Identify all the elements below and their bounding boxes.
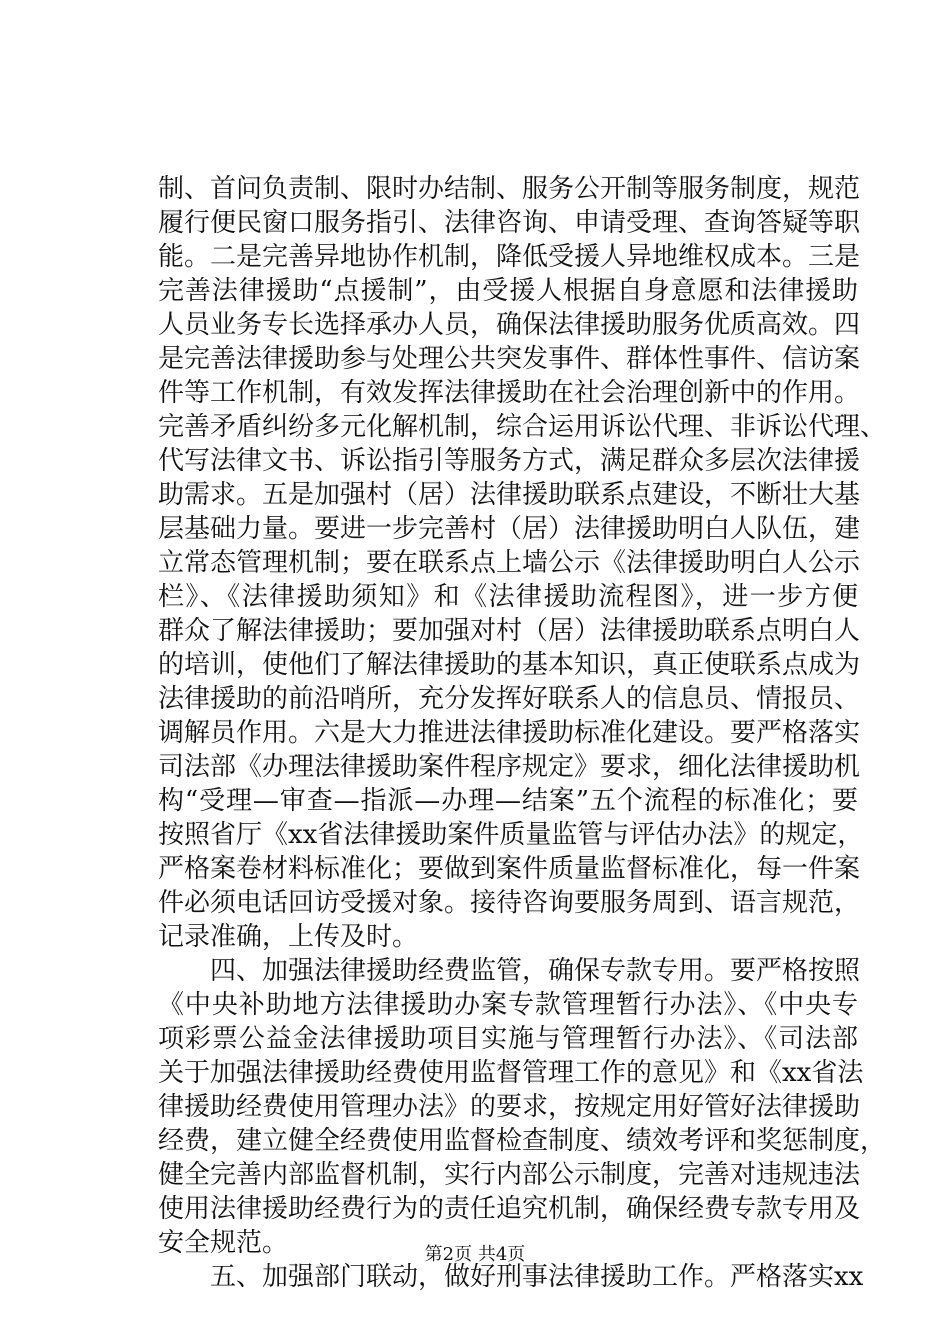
text-line: 按照省厅《xx省法律援助案件质量监管与评估办法》的规定，	[158, 820, 864, 850]
text-line: 五、加强部门联动，做好刑事法律援助工作。严格落实xx	[158, 1262, 864, 1292]
text-line: 群众了解法律援助；要加强对村（居）法律援助联系点明白人	[158, 616, 861, 646]
text-line: 四、加强法律援助经费监管，确保专款专用。要严格按照	[158, 956, 861, 986]
text-line: 制、首问负责制、限时办结制、服务公开制等服务制度，规范	[158, 174, 861, 204]
text-line: 履行便民窗口服务指引、法律咨询、申请受理、查询答疑等职	[158, 208, 861, 238]
text-line: 严格案卷材料标准化；要做到案件质量监督标准化，每一件案	[158, 854, 861, 884]
body-text	[158, 172, 887, 1294]
text-line: 《中央补助地方法律援助办案专款管理暂行办法》、《中央专	[158, 990, 858, 1020]
text-line: 是完善法律援助参与处理公共突发事件、群体性事件、信访案	[158, 344, 861, 374]
text-line: 人员业务专长选择承办人员，确保法律援助服务优质高效。四	[158, 310, 861, 340]
text-line: 件等工作机制，有效发挥法律援助在社会治理创新中的作用。	[158, 378, 861, 408]
text-line: 助需求。五是加强村（居）法律援助联系点建设，不断壮大基	[158, 480, 861, 510]
text-line: 的培训，使他们了解法律援助的基本知识，真正使联系点成为	[158, 650, 861, 680]
text-line: 构“受理—审查—指派—办理—结案”五个流程的标准化；要	[158, 786, 858, 816]
text-line: 项彩票公益金法律援助项目实施与管理暂行办法》、《司法部	[158, 1024, 858, 1054]
text-line: 立常态管理机制；要在联系点上墙公示《法律援助明白人公示	[158, 548, 861, 578]
text-line: 件必须电话回访受援对象。接待咨询要服务周到、语言规范，	[158, 888, 861, 918]
text-line: 完善矛盾纠纷多元化解机制，综合运用诉讼代理、非诉讼代理、	[158, 412, 887, 442]
text-line: 层基础力量。要进一步完善村（居）法律援助明白人队伍，建	[158, 514, 861, 544]
page-footer: 第2页 共4页	[424, 1244, 526, 1265]
text-line: 代写法律文书、诉讼指引等服务方式，满足群众多层次法律援	[158, 446, 861, 476]
text-line: 法律援助的前沿哨所，充分发挥好联系人的信息员、情报员、	[158, 684, 861, 714]
text-line: 关于加强法律援助经费使用监督管理工作的意见》和《xx省法	[158, 1058, 864, 1088]
text-line: 司法部《办理法律援助案件程序规定》要求，细化法律援助机	[158, 752, 861, 782]
text-line: 调解员作用。六是大力推进法律援助标准化建设。要严格落实	[158, 718, 861, 748]
text-line: 律援助经费使用管理办法》的要求，按规定用好管好法律援助	[158, 1092, 861, 1122]
text-line: 健全完善内部监督机制，实行内部公示制度，完善对违规违法	[158, 1160, 861, 1190]
text-line: 使用法律援助经费行为的责任追究机制，确保经费专款专用及	[158, 1194, 861, 1224]
text-line: 安全规范。	[158, 1228, 289, 1258]
text-line: 经费，建立健全经费使用监督检查制度、绩效考评和奖惩制度，	[158, 1126, 887, 1156]
text-line: 完善法律援助“点援制”，由受援人根据自身意愿和法律援助	[158, 276, 858, 306]
text-line: 能。二是完善异地协作机制，降低受援人异地维权成本。三是	[158, 242, 861, 272]
text-line: 记录准确，上传及时。	[158, 922, 419, 952]
text-line: 栏》、《法律援助须知》和《法律援助流程图》，进一步方便	[158, 582, 858, 612]
